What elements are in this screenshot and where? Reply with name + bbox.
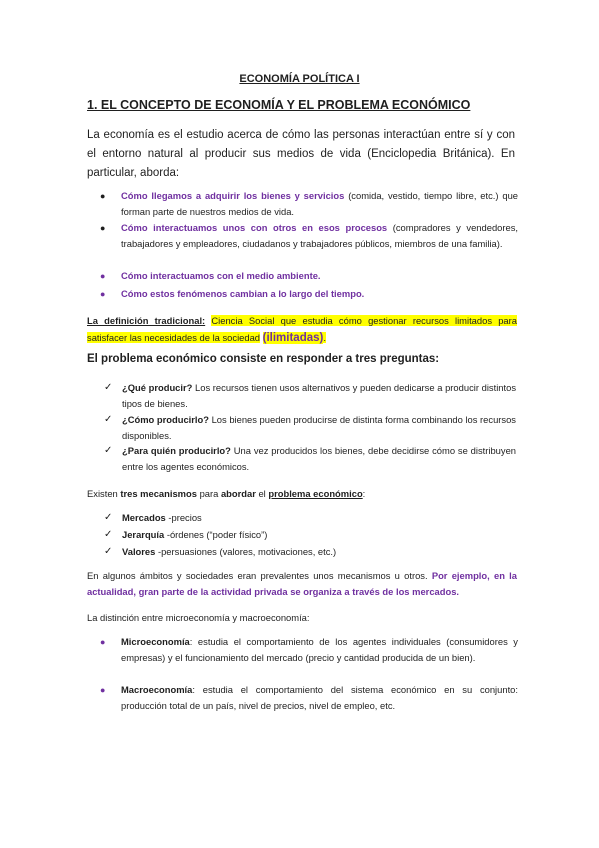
question-item (104, 380, 516, 412)
problem-heading: El problema económico consiste en responder a tres preguntas: (87, 353, 440, 365)
mechanism-desc: -órdenes (“poder físico”) (164, 529, 268, 540)
text-run: para (196, 488, 221, 499)
mechanism-name: Jerarquía (122, 529, 165, 540)
bullet-icon: ● (100, 685, 106, 695)
text-run: el (255, 488, 269, 499)
topic-highlight: Cómo llegamos a adquirir los bienes y servicios (121, 190, 345, 201)
document-title: ECONOMÍA POLÍTICA I (239, 73, 360, 85)
text-run: Existen (87, 488, 121, 499)
checkmark-icon: ✓ (104, 445, 113, 456)
text-run-bold-underline: problema económico (268, 488, 363, 499)
text-run: : (362, 488, 366, 499)
section-heading: 1. EL CONCEPTO DE ECONOMÍA Y EL PROBLEMA ECONÓMICO (87, 98, 471, 112)
checkmark-icon: ✓ (104, 414, 113, 425)
distinction-intro: La distinción entre microeconomía y macroeconomía: (87, 612, 310, 623)
bullet-icon: ● (100, 223, 106, 233)
definition-end: . (323, 332, 326, 343)
mechanism-desc: -precios (165, 512, 202, 523)
mechanisms-intro (87, 486, 517, 502)
distinction-item (100, 682, 518, 714)
definition-text: Ciencia Social que estudia cómo gestionar recursos limitados para satisfacer las necesidades de la sociedad (87, 315, 517, 343)
question-label: ¿Para quién producirlo? (122, 445, 231, 456)
topic-detail: (compradores y vendedores, trabajadores y empleadores, ciudadanos y trabajadores públicos, miembros de una familia). (121, 222, 518, 249)
mechanism-item (104, 510, 516, 526)
question-answer: Los bienes pueden producirse de distinta forma combinando los recursos disponibles. (122, 414, 516, 441)
distinction-desc: : estudia el comportamiento del sistema económico en su conjunto: producción total de un país, nivel de precios, nivel de empleo, etc. (121, 684, 518, 711)
question-item (104, 412, 516, 444)
distinction-term: Microeconomía (121, 636, 190, 647)
topic-list-item (100, 188, 518, 220)
mechanism-name: Mercados (122, 512, 166, 523)
mechanism-desc: -persuasiones (valores, motivaciones, etc.) (155, 546, 337, 557)
question-answer: Los recursos tienen usos alternativos y pueden dedicarse a producir distintos tipos de bienes. (122, 382, 517, 409)
topic-detail: (comida, vestido, tiempo libre, etc.) que forman parte de nuestros medios de vida. (121, 190, 518, 217)
distinction-item (100, 634, 518, 666)
traditional-definition (87, 312, 517, 347)
topic-highlight: Cómo estos fenómenos cambian a lo largo del tiempo. (121, 288, 365, 299)
definition-emphasis: (ilimitadas) (262, 332, 324, 344)
mechanism-name: Valores (122, 546, 156, 557)
topic-list-item (100, 268, 518, 284)
checkmark-icon: ✓ (104, 512, 113, 523)
prevalence-highlight: Por ejemplo, en la actualidad, gran parte de la actividad privada se organiza a través de los mercados. (87, 570, 517, 597)
distinction-desc: : estudia el comportamiento de los agentes individuales (consumidores y empresas) y el funcionamiento del mercado (precio y cantidad producida de un bien). (121, 636, 518, 663)
topic-list-item (100, 286, 518, 302)
intro-paragraph: La economía es el estudio acerca de cómo las personas interactúan entre sí y con el entorno natural al producir sus medios de vida (Enciclopedia Británica). En particular, aborda: (87, 129, 515, 179)
distinction-term: Macroeconomía (121, 684, 193, 695)
text-run-bold: tres mecanismos (120, 488, 197, 499)
bullet-icon: ● (100, 191, 106, 201)
mechanism-item (104, 544, 516, 560)
topic-highlight: Cómo interactuamos con el medio ambiente. (121, 270, 321, 281)
topic-list-item (100, 220, 518, 252)
mechanism-item (104, 527, 516, 543)
topic-highlight: Cómo interactuamos unos con otros en esos procesos (121, 222, 388, 233)
bullet-icon: ● (100, 637, 106, 647)
question-label: ¿Qué producir? (122, 382, 193, 393)
question-label: ¿Cómo producirlo? (122, 414, 209, 425)
checkmark-icon: ✓ (104, 546, 113, 557)
bullet-icon: ● (100, 271, 106, 281)
question-item (104, 443, 516, 475)
checkmark-icon: ✓ (104, 529, 113, 540)
prevalence-text: En algunos ámbitos y sociedades eran prevalentes unos mecanismos u otros. (87, 570, 432, 581)
bullet-icon: ● (100, 289, 106, 299)
definition-label: La definición tradicional: (87, 315, 206, 326)
question-answer: Una vez producidos los bienes, debe decidirse cómo se distribuyen entre los agentes económicos. (122, 445, 517, 472)
text-run-bold: abordar (220, 488, 256, 499)
prevalence-paragraph (87, 568, 517, 600)
checkmark-icon: ✓ (104, 382, 113, 393)
